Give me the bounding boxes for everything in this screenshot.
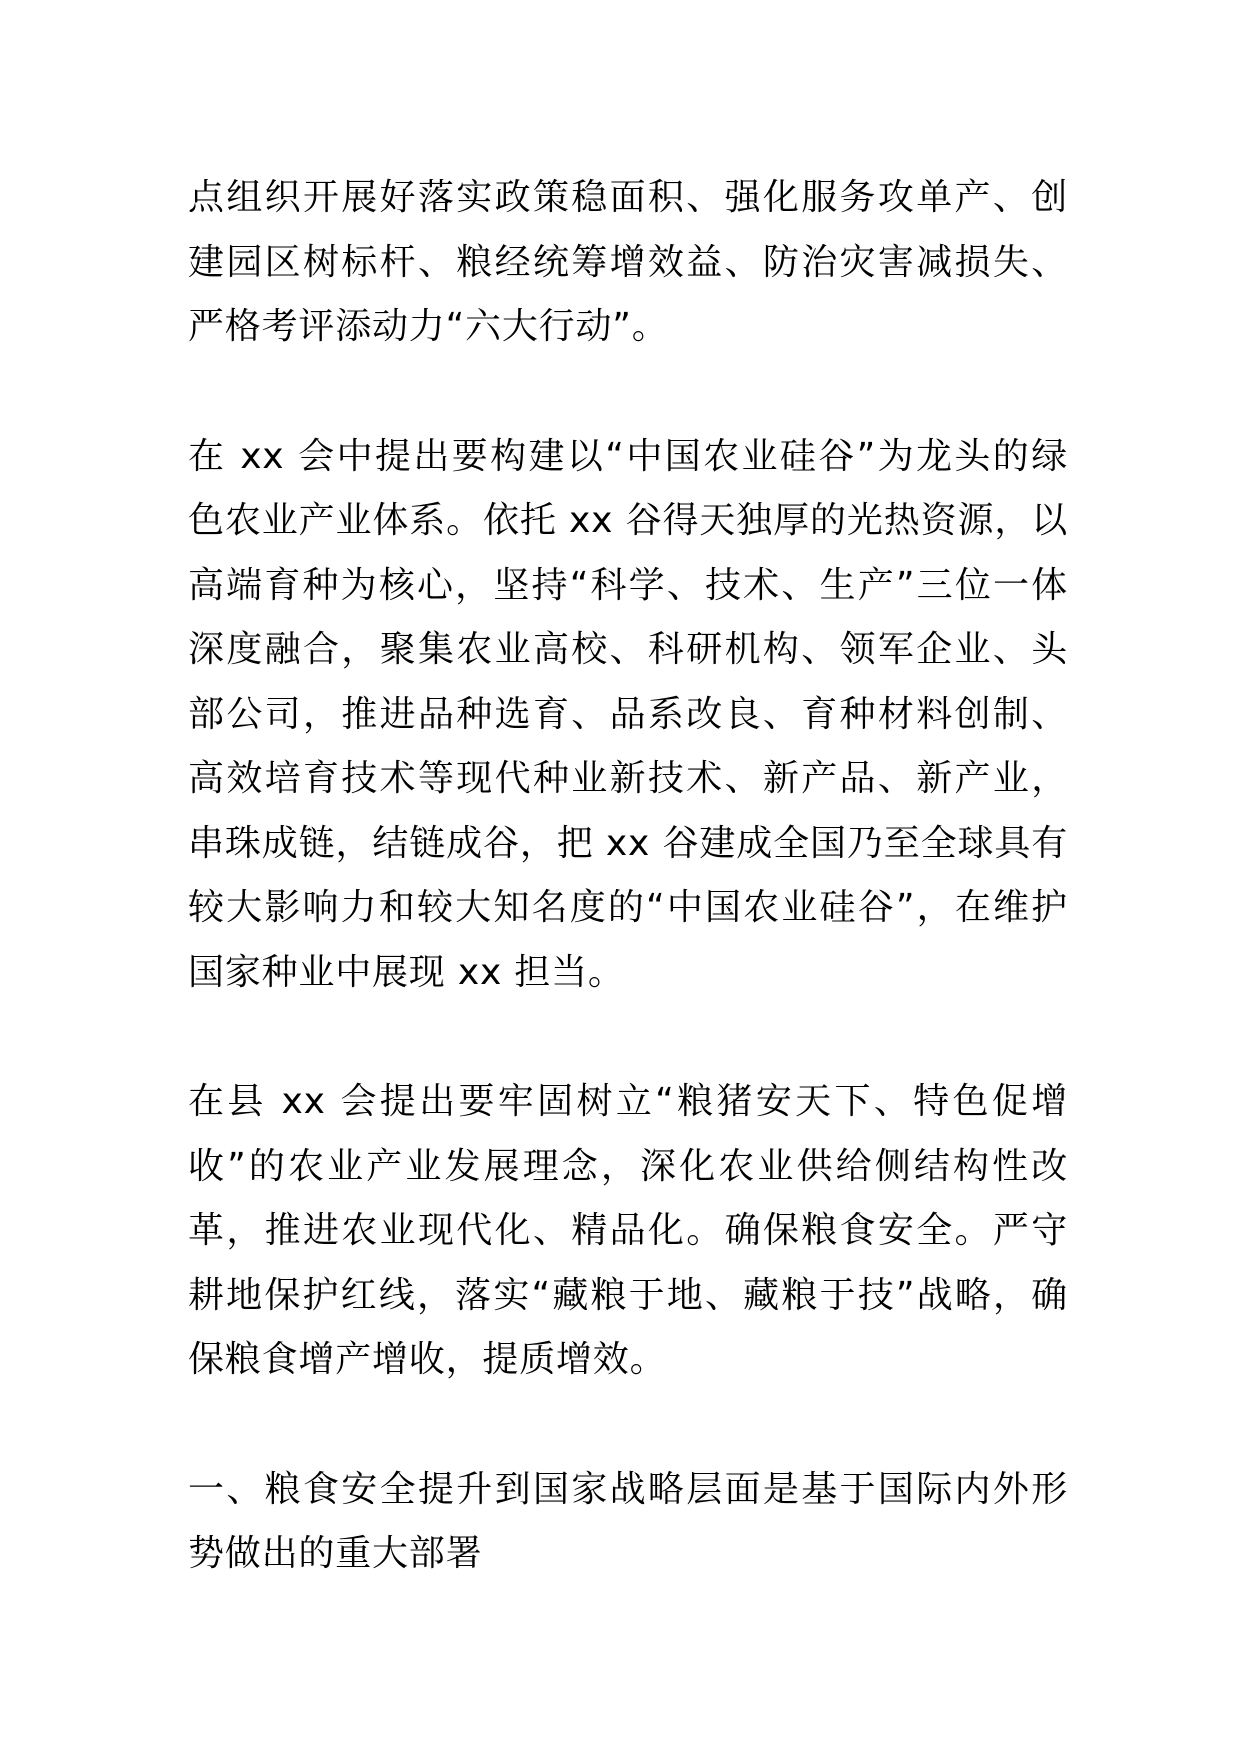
section-heading: 一、粮食安全提升到国家战略层面是基于国际内外形势做出的重大部署	[188, 1468, 1068, 1574]
paragraph-county-meeting: 在县 xx 会提出要牢固树立“粮猪安天下、特色促增收”的农业产业发展理念，深化农业供给侧结构性改革，推进农业现代化、精品化。确保粮食安全。严守耕地保护红线，落实“藏粮于地、藏粮于技”战略，确保粮食增产增收，提质增效。	[188, 1081, 1068, 1380]
document-body	[188, 166, 1068, 1587]
paragraph-agri-silicon-valley: 在 xx 会中提出要构建以“中国农业硅谷”为龙头的绿色农业产业体系。依托 xx 谷得天独厚的光热资源，以高端育种为核心，坚持“科学、技术、生产”三位一体深度融合，聚集农业高校、科研机构、领军企业、头部公司，推进品种选育、品系改良、育种材料创制、高效培育技术等现代种业新技术、新产品、新产业，串珠成链，结链成谷，把 xx 谷建成全国乃至全球具有较大影响力和较大知名度的“中国农业硅谷”，在维护国家种业中展现 xx 担当。	[188, 435, 1068, 993]
paragraph-six-actions: 点组织开展好落实政策稳面积、强化服务攻单产、创建园区树标杆、粮经统筹增效益、防治灾害减损失、严格考评添动力“六大行动”。	[188, 177, 1068, 347]
